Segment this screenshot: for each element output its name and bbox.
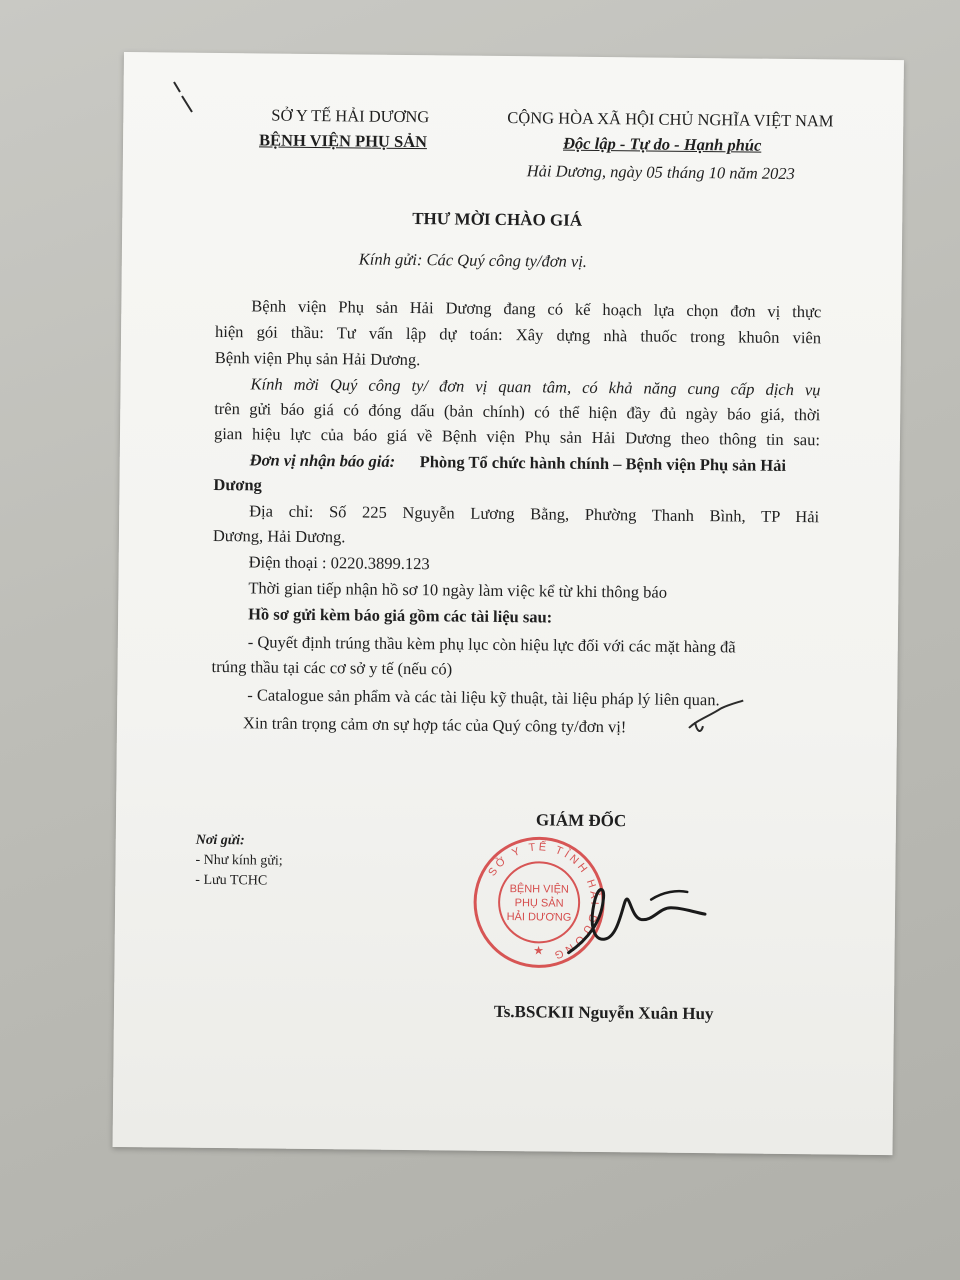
paragraph2-line2: trên gửi báo giá có đóng dấu (bản chính) có thể hiện đầy đủ ngày báo giá, thời: [214, 398, 821, 425]
header-motto: Độc lập - Tự do - Hạnh phúc: [562, 133, 762, 155]
pen-stroke-icon: [170, 78, 200, 118]
header-hospital: BỆNH VIỆN PHỤ SẢN: [258, 130, 428, 152]
date-line: Hải Dương, ngày 05 tháng 10 năm 2023: [526, 161, 795, 184]
signer-role: GIÁM ĐỐC: [535, 810, 627, 831]
stamp-line3: HẢI DƯƠNG: [506, 911, 572, 924]
address-line2: Dương, Hải Dương.: [212, 525, 346, 547]
attachment2: - Catalogue sản phẩm và các tài liệu kỹ thuật, tài liệu pháp lý liên quan.: [247, 685, 720, 710]
receiver-label: Đơn vị nhận báo giá:: [249, 450, 396, 471]
receiver-value: Phòng Tổ chức hành chính – Bệnh viện Phụ sản Hải: [419, 452, 787, 475]
signer-name: Ts.BSCKII Nguyễn Xuân Huy: [493, 1001, 714, 1024]
attachments-heading: Hồ sơ gửi kèm báo giá gồm các tài liệu sau:: [248, 604, 553, 627]
salutation: Kính gửi: Các Quý công ty/đơn vị.: [358, 249, 588, 271]
paragraph1-line1: Bệnh viện Phụ sản Hải Dương đang có kế hoạch lựa chọn đơn vị thực: [251, 296, 822, 322]
svg-text:★: ★: [533, 943, 545, 958]
document-page: [113, 52, 904, 1155]
recipients-label: Nơi gửi:: [195, 832, 245, 849]
recipients-item2: - Lưu TCHC: [195, 872, 268, 889]
pen-check-icon: [687, 698, 747, 739]
closing-line: Xin trân trọng cảm ơn sự hợp tác của Quý công ty/đơn vị!: [242, 713, 627, 737]
stamp-ring-text: SỞ Y TẾ TỈNH HẢI DƯƠNG: [486, 841, 601, 962]
paragraph2-line3: gian hiệu lực của báo giá về Bệnh viện Phụ sản Hải Dương theo thông tin sau:: [213, 423, 821, 450]
phone-number: Điện thoại : 0220.3899.123: [248, 552, 430, 574]
stamp-line1: BỆNH VIỆN: [509, 883, 569, 896]
recipients-item1: - Như kính gửi;: [195, 852, 283, 869]
page-title: THƯ MỜI CHÀO GIÁ: [412, 209, 583, 230]
signature-mark: [558, 857, 709, 969]
stamp-line2: PHỤ SẢN: [514, 897, 564, 910]
paragraph1-line2: hiện gói thầu: Tư vấn lập dự toán: Xây dựng nhà thuốc trong khuôn viên: [214, 321, 822, 348]
receive-time: Thời gian tiếp nhận hồ sơ 10 ngày làm việc kể từ khi thông báo: [248, 578, 668, 602]
attachment1-line2: trúng thầu tại các cơ sở y tế (nếu có): [211, 656, 453, 679]
header-country: CỘNG HÒA XÃ HỘI CHỦ NGHĨA VIỆT NAM: [507, 108, 834, 131]
receiver-value-line2: Dương: [213, 474, 262, 495]
address-line1: Địa chỉ: Số 225 Nguyễn Lương Bằng, Phường Thanh Bình, TP Hải: [249, 501, 820, 527]
attachment1-line1: - Quyết định trúng thầu kèm phụ lục còn hiệu lực đối với các mặt hàng đã: [247, 632, 736, 657]
paragraph2-line1: Kính mời Quý công ty/ đơn vị quan tâm, có khả năng cung cấp dịch vụ: [250, 374, 821, 400]
paragraph1-line3: Bệnh viện Phụ sản Hải Dương.: [214, 347, 421, 370]
header-authority: SỞ Y TẾ HẢI DƯƠNG: [271, 105, 430, 127]
